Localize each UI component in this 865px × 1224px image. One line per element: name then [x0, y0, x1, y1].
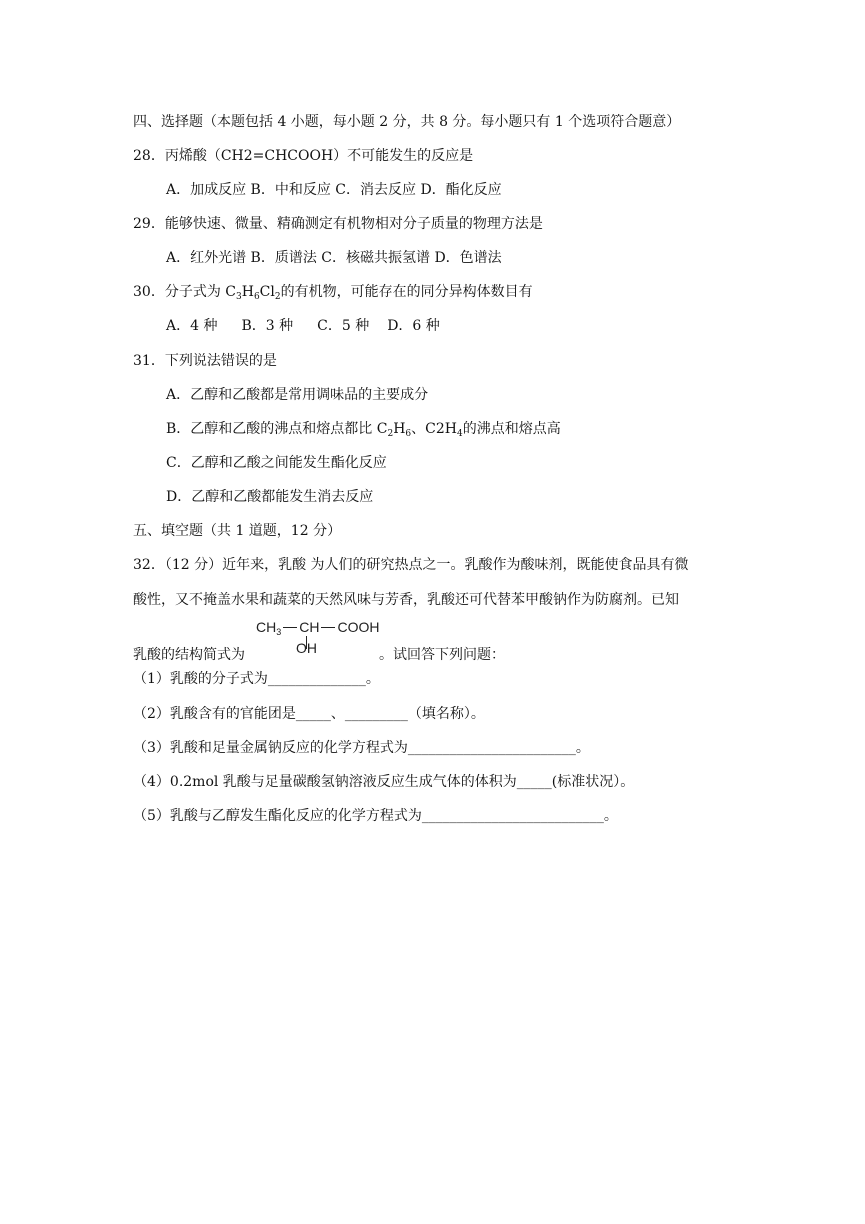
subquestion-3: （3）乳酸和足量金属钠反应的化学方程式为________________________。: [133, 740, 590, 756]
q30-stem-prefix: 30．分子式为 C: [133, 284, 236, 300]
q30-mid-2: Cl: [259, 284, 275, 300]
question-28-stem: 28．丙烯酸（CH2=CHCOOH）不可能发生的反应是: [133, 148, 474, 164]
q30-option-b: B．3 种: [241, 318, 294, 334]
q30-sub-1: 3: [235, 292, 242, 302]
structure-ch: CH: [299, 619, 320, 635]
bond-2: [321, 627, 335, 628]
q30-sub-2: 6: [253, 292, 260, 302]
question-30-stem: [133, 283, 533, 306]
question-30-options: [166, 317, 440, 335]
structure-ch3-sub: 3: [276, 627, 282, 637]
q30-sub-3: 2: [274, 292, 281, 302]
subquestion-5: （5）乳酸与乙醇发生酯化反应的化学方程式为__________________________。: [133, 808, 618, 824]
q31-b-sub-1: 2: [387, 429, 394, 439]
q31-b-prefix: B．乙醇和乙酸的沸点和熔点都比 C: [166, 421, 388, 437]
structure-oh: OH: [296, 640, 317, 656]
q31-b-mid: H: [393, 421, 406, 437]
structure-ch3: CH: [256, 619, 277, 635]
structure-cooh: COOH: [337, 619, 380, 635]
question-32-line-3b: 。试回答下列问题：: [379, 647, 505, 663]
q31-b-suffix: 的沸点和熔点高: [462, 421, 561, 437]
bond-1: [283, 627, 297, 628]
section-4-heading: 四、选择题（本题包括 4 小题，每小题 2 分，共 8 分。每小题只有 1 个选项符合题意）: [133, 114, 681, 130]
q30-mid-1: H: [241, 284, 254, 300]
subquestion-2: （2）乳酸含有的官能团是_____、_________（填名称）。: [133, 706, 485, 722]
q31-b-mid-2: 、C2H: [411, 421, 457, 437]
question-32-line-1: 32．（12 分）近年来，乳酸 为人们的研究热点之一。乳酸作为酸味剂，既能使食品具有微: [133, 557, 689, 573]
question-32-line-3a: 乳酸的结构简式为: [133, 647, 245, 663]
q30-option-a: A．4 种: [166, 318, 218, 334]
q31-b-sub-3: 4: [456, 429, 463, 439]
question-31-option-a: A．乙醇和乙酸都是常用调味品的主要成分: [166, 387, 429, 403]
q30-option-c: C．5 种: [317, 318, 370, 334]
question-28-options: A．加成反应 B．中和反应 C．消去反应 D．酯化反应: [166, 182, 502, 198]
subquestion-4: （4）0.2mol 乳酸与足量碳酸氢钠溶液反应生成气体的体积为_____(标准状况）。: [133, 774, 635, 790]
question-31-option-b: [166, 420, 561, 443]
question-31-option-c: C．乙醇和乙酸之间能发生酯化反应: [166, 455, 387, 471]
question-31-stem: 31．下列说法错误的是: [133, 353, 277, 369]
lactic-acid-structure: [256, 619, 379, 637]
q30-stem-suffix: 的有机物，可能存在的同分异构体数目有: [280, 284, 533, 300]
question-29-stem: 29．能够快速、微量、精确测定有机物相对分子质量的物理方法是: [133, 216, 543, 232]
section-5-heading: 五、填空题（共 1 道题，12 分）: [133, 523, 342, 539]
q31-b-sub-2: 6: [405, 429, 412, 439]
subquestion-1: （1）乳酸的分子式为______________。: [133, 671, 380, 687]
question-31-option-d: D．乙醇和乙酸都能发生消去反应: [166, 489, 374, 505]
question-32-line-2: 酸性，又不掩盖水果和蔬菜的天然风味与芳香，乳酸还可代替苯甲酸钠作为防腐剂。已知: [133, 592, 679, 608]
question-29-options: A．红外光谱 B．质谱法 C．核磁共振氢谱 D．色谱法: [166, 250, 502, 266]
q30-option-d: D．6 种: [387, 318, 440, 334]
